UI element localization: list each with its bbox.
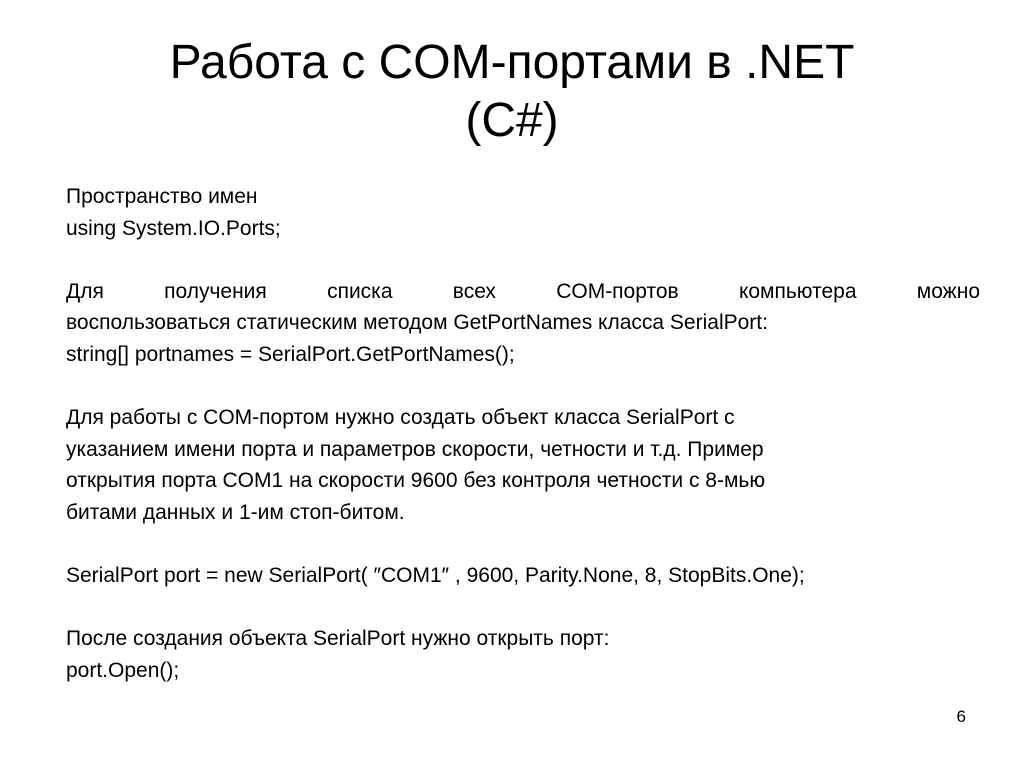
list-code: string[] portnames = SerialPort.GetPortNames(); (66, 342, 515, 366)
spacer (66, 244, 980, 276)
create-code: SerialPort port = new SerialPort( ″COM1″ , 9600, Parity.None, 8, StopBits.One); (66, 564, 805, 588)
slide-body (66, 181, 980, 687)
page-number: 6 (956, 707, 966, 726)
list-intro-line-1: Для получения списка всех COM-портов компьютера можно (66, 279, 980, 303)
spacer (66, 371, 980, 403)
list-intro-line-2: воспользоваться статическим методом GetPortNames класса SerialPort: (66, 311, 768, 335)
open-text: После создания объекта SerialPort нужно открыть порт: (66, 627, 610, 651)
create-line-4: битами данных и 1-им стоп-битом. (66, 500, 405, 524)
slide-title (60, 34, 964, 150)
title-line-2: (C#) (465, 94, 559, 147)
spacer (66, 529, 980, 561)
spacer (66, 592, 980, 624)
create-line-3: открытия порта COM1 на скорости 9600 без контроля четности с 8-мью (66, 469, 766, 493)
create-line-1: Для работы с COM-портом нужно создать объект класса SerialPort с (66, 406, 735, 430)
open-code: port.Open(); (66, 658, 180, 682)
namespace-code: using System.IO.Ports; (66, 216, 281, 240)
namespace-label: Пространство имен (66, 185, 258, 208)
create-line-2: указанием имени порта и параметров скорости, четности и т.д. Пример (66, 437, 764, 461)
title-line-1: Работа с COM-портами в .NET (169, 36, 855, 89)
